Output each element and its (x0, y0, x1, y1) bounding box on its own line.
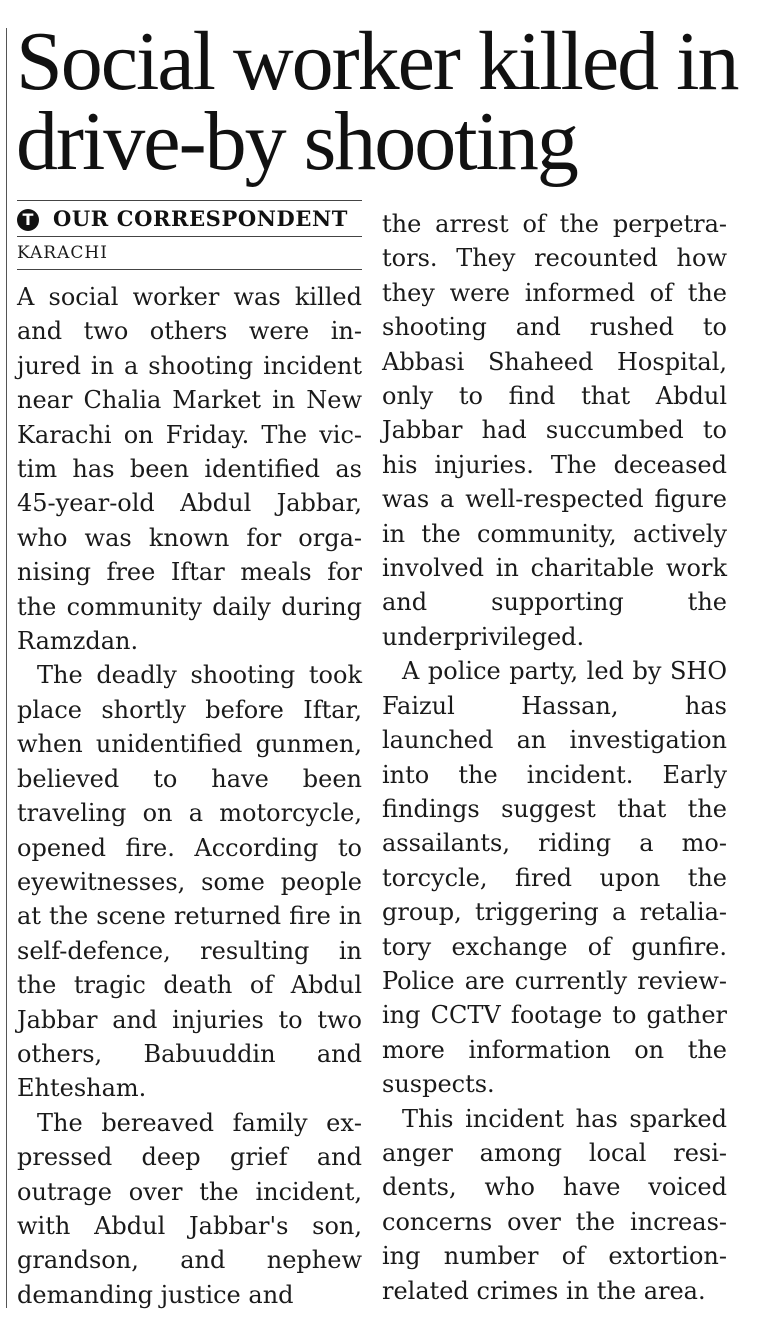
dateline: KARACHI (17, 237, 362, 270)
column-rule (6, 28, 7, 1308)
left-column (17, 200, 362, 1312)
article-paragraph: The bereaved family expressed deep grief and outrage over the incident, with Abdul Jabbar's son, grandson, and nephew demanding justice and (17, 1108, 362, 1309)
article-paragraph: A police party, led by SHO Faizul Hassan, has launched an investigation into the incident. Early findings suggest that the assailants, riding a motorcycle, fired upon the group, triggering a retaliatory exchange of gunfire. Police are currently reviewing CCTV footage to gather more information on the suspects. (382, 657, 727, 1099)
article-paragraph: A social worker was killed and two others were injured in a shooting incident near Chalia Market in New Karachi on Friday. The victim has been identified as 45-year-old Abdul Jabbar, who was known for organising free Iftar meals for the community daily during Ramzdan. (17, 283, 362, 656)
byline-author: OUR CORRESPONDENT (53, 206, 348, 232)
byline (17, 200, 362, 237)
right-column (382, 207, 727, 1308)
headline: Social worker killed in drive-by shooting (16, 15, 738, 188)
article-paragraph: the arrest of the perpetrators. They recounted how they were informed of the shooting and rushed to Abbasi Shaheed Hospital, only to find that Abdul Jabbar had succumbed to his injuries. The deceased was a well-respected figure in the community, actively involved in charitable work and supporting the underprivileged. (382, 210, 727, 651)
newspaper-logo-icon: T (17, 209, 39, 231)
article-paragraph: This incident has sparked anger among local residents, who have voiced concerns over the increasing number of extortion-related crimes in the area. (382, 1104, 727, 1305)
article-paragraph: The deadly shooting took place shortly before Iftar, when unidentified gunmen, believed to have been traveling on a motorcycle, opened fire. According to eyewitnesses, some people at the scene returned fire in self-defence, resulting in the tragic death of Abdul Jabbar and injuries to two others, Babuuddin and Ehtesham. (17, 661, 362, 1103)
